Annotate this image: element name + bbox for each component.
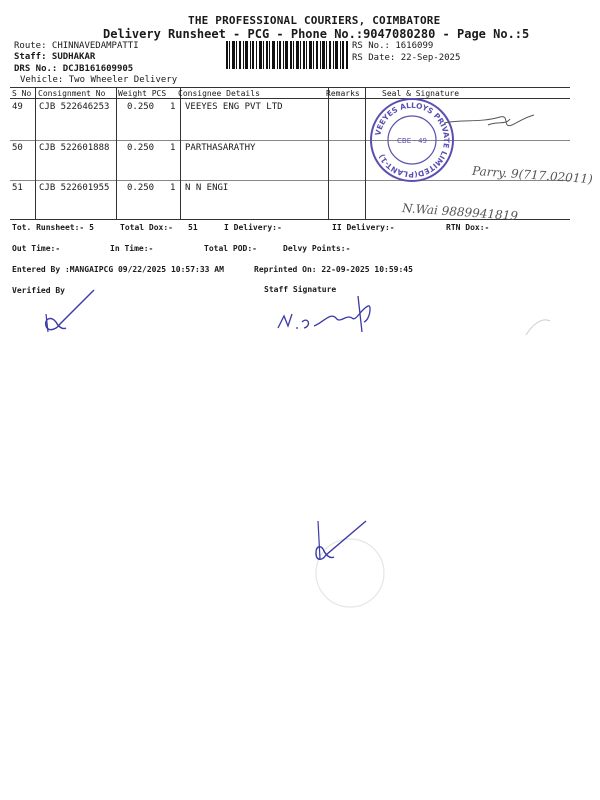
handwritten-recipient-row50: Parry. 9(717.02011): [471, 163, 594, 187]
company-title: THE PROFESSIONAL COURIERS, COIMBATORE: [188, 14, 441, 27]
entered-by: Entered By :MANGAIPCG 09/22/2025 10:57:33 AM: [12, 265, 224, 274]
runsheet-title: Delivery Runsheet - PCG - Phone No.:9047080280 - Page No.:5: [103, 27, 530, 41]
row-sno: 49: [12, 102, 23, 112]
barcode-image: [226, 41, 348, 69]
total-pod: Total POD:-: [204, 244, 257, 253]
staff-label: Staff: SUDHAKAR: [14, 52, 96, 62]
route-label: Route: CHINNAVEDAMPATTI: [14, 41, 139, 51]
reprinted-on: Reprinted On: 22-09-2025 10:59:45: [254, 265, 413, 274]
row-sno: 51: [12, 183, 23, 193]
row-weight: 0.250: [127, 183, 155, 193]
row-consignee: VEEYES ENG PVT LTD: [185, 102, 283, 112]
header-consignee: Consignee Details: [178, 89, 260, 98]
rtn-dox: RTN Dox:-: [446, 223, 490, 232]
header-seal-signature: Seal & Signature: [382, 89, 460, 98]
vehicle-label: Vehicle: Two Wheeler Delivery: [20, 75, 178, 85]
row-divider: [10, 140, 570, 141]
column-divider: [328, 87, 329, 219]
delvy-points: Delvy Points:-: [283, 244, 351, 253]
signature-scribble: [440, 105, 540, 135]
stray-pen-mark: [300, 515, 390, 615]
row-consignment: CJB 522601955: [39, 183, 110, 193]
in-time: In Time:-: [110, 244, 154, 253]
row-divider: [10, 180, 570, 181]
drs-number: DRS No.: DCJB161609905: [14, 64, 134, 74]
i-delivery: I Delivery:-: [224, 223, 282, 232]
total-dox-value: 51: [188, 223, 198, 232]
verified-by-signature: [38, 288, 98, 336]
table-header-border: [10, 98, 570, 99]
row-consignee: PARTHASARATHY: [185, 143, 256, 153]
staff-signature-label: Staff Signature: [264, 285, 337, 294]
verified-by-label: Verified By: [12, 286, 65, 295]
header-remarks: Remarks: [326, 89, 360, 98]
seal-company-text: VEEYES ALLOYS PRIVATE LIMITED(PLANT-1): [373, 100, 452, 180]
header-consignment: Consignment No: [38, 89, 106, 98]
faint-mark: [520, 305, 560, 345]
seal-code: CBE - 49: [397, 137, 427, 145]
row-weight: 0.250: [127, 102, 155, 112]
row-pcs: 1: [170, 143, 176, 153]
row-consignee: N N ENGI: [185, 183, 229, 193]
row-weight: 0.250: [127, 143, 155, 153]
column-divider: [180, 87, 181, 219]
ii-delivery: II Delivery:-: [332, 223, 395, 232]
row-pcs: 1: [170, 102, 176, 112]
rs-number: RS No.: 1616099: [352, 41, 434, 51]
total-dox-label: Total Dox:-: [120, 223, 173, 232]
row-consignment: CJB 522601888: [39, 143, 110, 153]
rs-date: RS Date: 22-Sep-2025: [352, 53, 461, 63]
tot-runsheet: Tot. Runsheet:- 5: [12, 223, 94, 232]
column-divider: [365, 87, 366, 219]
header-weight-pcs: Weight PCS: [118, 89, 167, 98]
column-divider: [35, 87, 36, 219]
row-pcs: 1: [170, 183, 176, 193]
out-time: Out Time:-: [12, 244, 61, 253]
header-sno: S No: [12, 89, 32, 98]
handwritten-recipient-row51: N.Wai 9889941819: [401, 200, 519, 224]
row-sno: 50: [12, 143, 23, 153]
table-top-border: [10, 87, 570, 88]
staff-signature: [274, 292, 384, 336]
row-consignment: CJB 522646253: [39, 102, 110, 112]
column-divider: [116, 87, 117, 219]
